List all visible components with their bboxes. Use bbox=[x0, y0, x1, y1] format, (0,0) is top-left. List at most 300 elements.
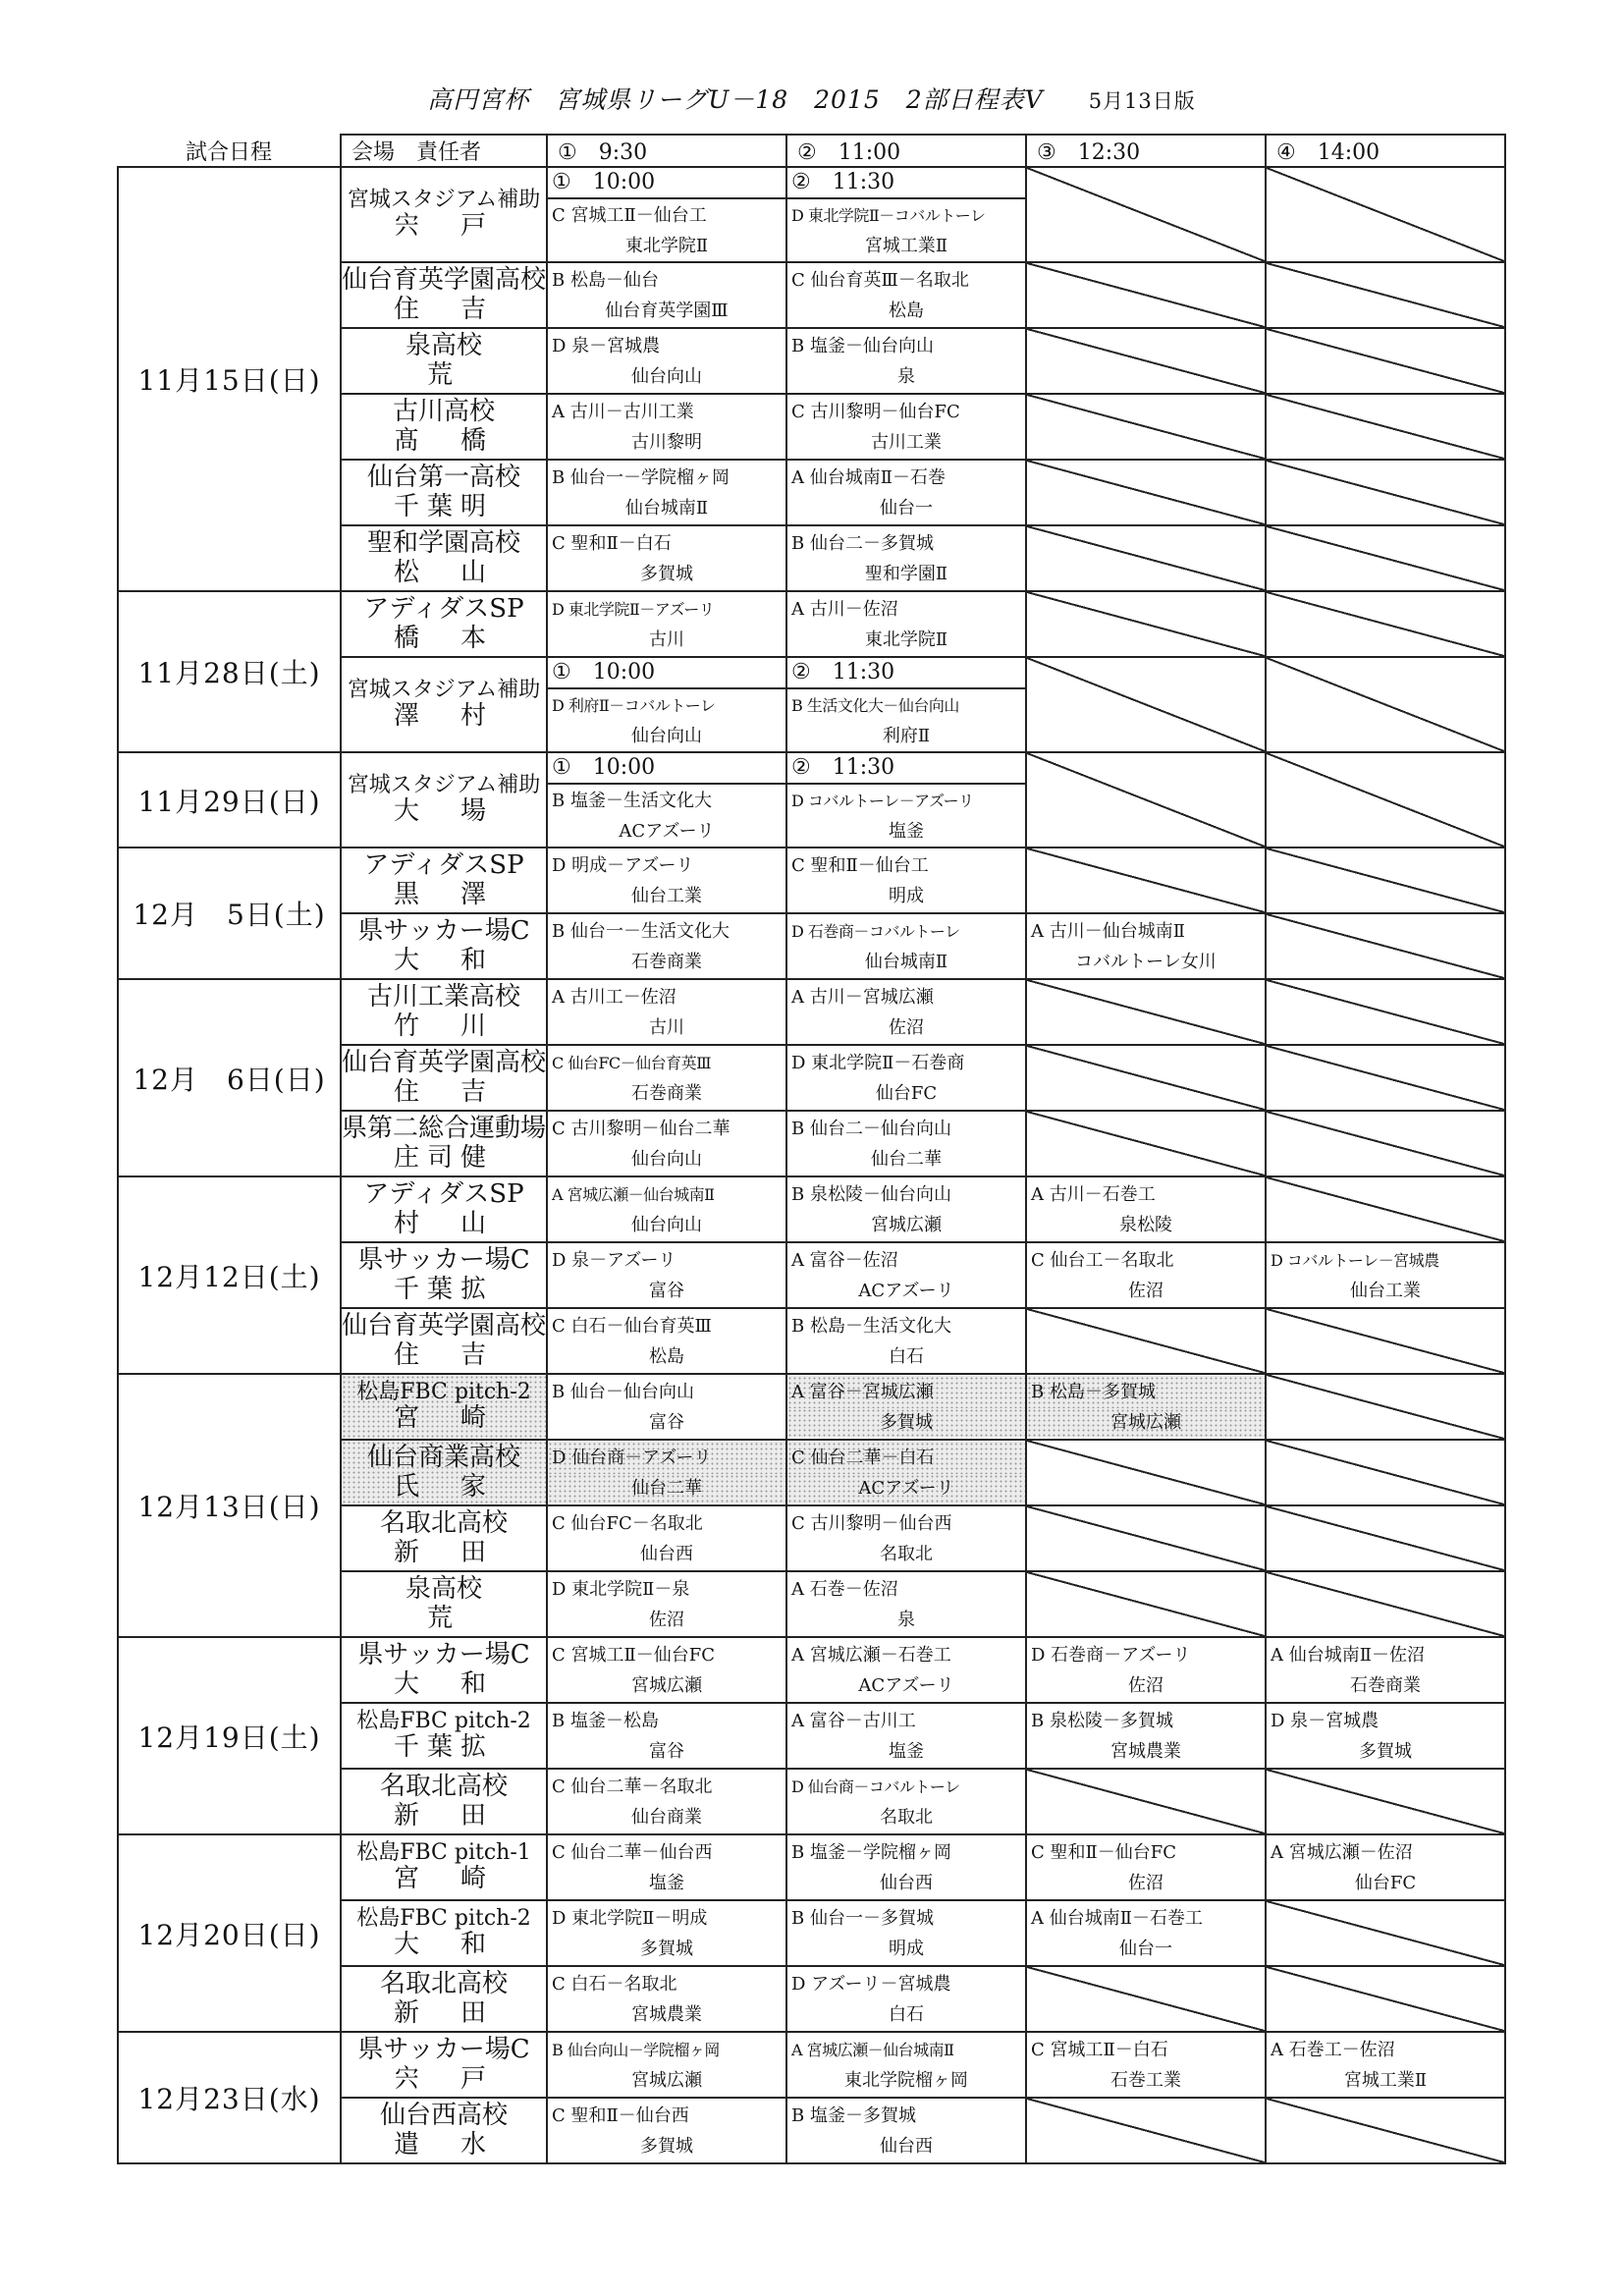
match-official: 仙台向山 bbox=[631, 366, 702, 387]
match-official: 松島 bbox=[889, 301, 924, 321]
match-official: 古川工業 bbox=[871, 432, 942, 453]
match-pairing: B 仙台二－多賀城 bbox=[791, 533, 934, 554]
empty-slot bbox=[1266, 2098, 1505, 2163]
match-pairing: B 松島－仙台 bbox=[552, 270, 659, 291]
referee-name: 大 和 bbox=[393, 945, 494, 975]
venue-name: 名取北高校 bbox=[379, 1507, 508, 1538]
match-slot bbox=[1026, 1374, 1266, 1440]
match-official: 塩釜 bbox=[889, 821, 924, 842]
match-pairing: B 泉松陵－仙台向山 bbox=[791, 1184, 951, 1205]
empty-slot bbox=[1266, 1440, 1505, 1505]
referee-name: 大 和 bbox=[393, 1930, 494, 1960]
empty-slot bbox=[1026, 1505, 1266, 1571]
match-date: 12月12日(土) bbox=[118, 1176, 341, 1374]
schedule-row bbox=[118, 847, 1505, 913]
match-pairing: D 東北学院Ⅱ－泉 bbox=[552, 1579, 690, 1600]
match-pairing: D コバルトーレ－アズーリ bbox=[791, 792, 974, 810]
match-slot bbox=[1026, 2032, 1266, 2098]
match-pairing: B 塩釜－多賀城 bbox=[791, 2105, 916, 2126]
referee-name: 橋 本 bbox=[393, 623, 494, 653]
match-pairing: D 東北学院Ⅱ－明成 bbox=[552, 1908, 708, 1929]
venue-cell bbox=[341, 1505, 547, 1571]
page-title bbox=[0, 81, 1623, 116]
referee-name: 新 田 bbox=[393, 1997, 494, 2028]
match-pairing: C 宮城工Ⅱ－仙台FC bbox=[552, 1645, 715, 1666]
empty-slot bbox=[1266, 262, 1505, 328]
match-slot bbox=[786, 1637, 1026, 1703]
match-slot bbox=[786, 167, 1026, 262]
match-pairing: B 松島－多賀城 bbox=[1027, 1376, 1265, 1408]
venue-name: 名取北高校 bbox=[379, 1968, 508, 1998]
match-official: 宮城農業 bbox=[1110, 1741, 1181, 1762]
venue-cell bbox=[341, 1374, 547, 1440]
venue-name: 宮城スタジアム補助 bbox=[347, 677, 541, 702]
match-slot bbox=[786, 1900, 1026, 1966]
referee-name: 宍 戸 bbox=[393, 211, 494, 242]
match-slot bbox=[1026, 1637, 1266, 1703]
empty-slot bbox=[1266, 328, 1505, 394]
match-slot bbox=[547, 591, 786, 657]
referee-name: 千葉拡 bbox=[393, 1732, 494, 1763]
empty-slot bbox=[1266, 913, 1505, 979]
venue-cell bbox=[341, 167, 547, 262]
venue-name: 松島FBC pitch-2 bbox=[356, 1905, 531, 1931]
referee-name: 髙 橋 bbox=[393, 425, 494, 456]
match-pairing: C 仙台工－名取北 bbox=[1031, 1250, 1174, 1271]
match-slot bbox=[1026, 1900, 1266, 1966]
match-pairing: C 仙台二華－白石 bbox=[787, 1442, 1025, 1474]
match-pairing: D 泉－アズーリ bbox=[552, 1250, 676, 1271]
empty-slot bbox=[1266, 1900, 1505, 1966]
venue-cell bbox=[341, 1571, 547, 1637]
referee-name: 大 和 bbox=[393, 1668, 494, 1699]
match-official: 泉 bbox=[897, 366, 915, 387]
referee-name: 荒 bbox=[426, 1603, 460, 1633]
match-official: ACアズーリ bbox=[619, 821, 715, 842]
match-official: 仙台西 bbox=[880, 2136, 933, 2157]
match-slot bbox=[786, 1242, 1026, 1308]
match-slot bbox=[1026, 913, 1266, 979]
venue-cell bbox=[341, 1045, 547, 1111]
empty-slot bbox=[1266, 394, 1505, 460]
match-date: 12月19日(土) bbox=[118, 1637, 341, 1834]
match-pairing: B 仙台向山－学院榴ヶ岡 bbox=[552, 2041, 720, 2059]
schedule-row bbox=[118, 1834, 1505, 1900]
match-slot bbox=[547, 1045, 786, 1111]
match-slot bbox=[547, 167, 786, 262]
match-pairing: C 古川黎明－仙台西 bbox=[791, 1513, 952, 1534]
match-official: 泉 bbox=[897, 1610, 915, 1630]
match-pairing: C 仙台FC－仙台育英Ⅲ bbox=[552, 1054, 712, 1072]
venue-cell bbox=[341, 525, 547, 591]
match-official: 宮城広瀬 bbox=[871, 1215, 942, 1235]
match-official: 仙台育英学園Ⅲ bbox=[605, 301, 729, 321]
match-date: 11月29日(日) bbox=[118, 752, 341, 847]
schedule-row bbox=[118, 1374, 1505, 1440]
empty-slot bbox=[1266, 1571, 1505, 1637]
match-slot bbox=[786, 847, 1026, 913]
venue-cell bbox=[341, 2098, 547, 2163]
kickoff-time: ① 10:00 bbox=[548, 658, 785, 689]
venue-name: 松島FBC pitch-1 bbox=[356, 1839, 531, 1865]
match-slot bbox=[547, 460, 786, 525]
schedule-row bbox=[118, 1176, 1505, 1242]
venue-cell bbox=[341, 1900, 547, 1966]
referee-name: 宍 戸 bbox=[393, 2063, 494, 2094]
referee-name: 住 吉 bbox=[393, 1076, 494, 1107]
match-official: 仙台西 bbox=[880, 1873, 933, 1893]
referee-name: 庄司健 bbox=[393, 1142, 494, 1173]
venue-name: アディダスSP bbox=[363, 1178, 524, 1209]
empty-slot bbox=[1026, 2098, 1266, 2163]
empty-slot bbox=[1266, 1505, 1505, 1571]
empty-slot bbox=[1026, 657, 1266, 752]
match-slot bbox=[547, 657, 786, 752]
match-slot bbox=[786, 1176, 1026, 1242]
header-kickoff-1: ① 9:30 bbox=[547, 135, 786, 167]
empty-slot bbox=[1266, 1176, 1505, 1242]
empty-slot bbox=[1266, 1045, 1505, 1111]
match-slot bbox=[786, 913, 1026, 979]
referee-name: 新 田 bbox=[393, 1800, 494, 1831]
kickoff-time: ① 10:00 bbox=[548, 753, 785, 785]
referee-name: 村 山 bbox=[393, 1208, 494, 1238]
match-official: 塩釜 bbox=[889, 1741, 924, 1762]
match-official: 宮城広瀬 bbox=[1027, 1408, 1265, 1438]
empty-slot bbox=[1026, 460, 1266, 525]
match-pairing: A 古川－古川工業 bbox=[552, 402, 694, 422]
match-slot bbox=[547, 1900, 786, 1966]
match-pairing: C 古川黎明－仙台FC bbox=[791, 402, 960, 422]
match-pairing: D 仙台商－コバルトーレ bbox=[791, 1777, 960, 1796]
match-pairing: C 宮城工Ⅱ－仙台工 bbox=[552, 205, 707, 226]
match-pairing: C 聖和Ⅱ－仙台工 bbox=[791, 855, 929, 876]
match-slot bbox=[786, 591, 1026, 657]
match-pairing: A 宮城広瀬－佐沼 bbox=[1271, 1842, 1413, 1863]
header-kickoff-2: ② 11:00 bbox=[786, 135, 1026, 167]
match-pairing: A 古川－佐沼 bbox=[791, 599, 898, 620]
match-official: 仙台一 bbox=[880, 498, 933, 519]
venue-name: 古川高校 bbox=[392, 396, 495, 426]
match-pairing: C 仙台FC－名取北 bbox=[552, 1513, 703, 1534]
kickoff-time: ② 11:30 bbox=[787, 658, 1025, 689]
match-official: 仙台向山 bbox=[631, 1215, 702, 1235]
match-pairing: D 泉－宮城農 bbox=[552, 336, 661, 356]
match-official: 名取北 bbox=[880, 1807, 933, 1828]
match-pairing: B 仙台一－多賀城 bbox=[791, 1908, 934, 1929]
match-official: 富谷 bbox=[649, 1281, 684, 1301]
schedule-row bbox=[118, 167, 1505, 262]
match-official: 仙台二華 bbox=[871, 1149, 942, 1170]
match-slot bbox=[547, 1769, 786, 1834]
match-slot bbox=[547, 328, 786, 394]
match-official: 富谷 bbox=[649, 1412, 684, 1433]
match-slot bbox=[547, 1176, 786, 1242]
empty-slot bbox=[1026, 1966, 1266, 2032]
empty-slot bbox=[1266, 525, 1505, 591]
match-official: 仙台FC bbox=[1354, 1873, 1417, 1893]
venue-cell bbox=[341, 913, 547, 979]
header-date: 試合日程 bbox=[185, 139, 272, 165]
match-official: 佐沼 bbox=[1128, 1675, 1163, 1696]
match-slot bbox=[547, 1242, 786, 1308]
match-official: 宮城広瀬 bbox=[631, 2070, 702, 2091]
venue-name: 宮城スタジアム補助 bbox=[347, 187, 541, 212]
match-official: 仙台商業 bbox=[631, 1807, 702, 1828]
venue-name: 松島FBC pitch-2 bbox=[356, 1379, 531, 1404]
match-slot bbox=[547, 1111, 786, 1176]
match-official: 石巻工業 bbox=[1110, 2070, 1181, 2091]
empty-slot bbox=[1026, 328, 1266, 394]
empty-slot bbox=[1026, 847, 1266, 913]
match-official: 古川黎明 bbox=[631, 432, 702, 453]
match-date: 11月15日(日) bbox=[118, 167, 341, 591]
empty-slot bbox=[1266, 847, 1505, 913]
venue-name: 県第二総合運動場 bbox=[342, 1113, 547, 1143]
empty-slot bbox=[1266, 752, 1505, 847]
match-official: 多賀城 bbox=[640, 2136, 693, 2157]
empty-slot bbox=[1266, 460, 1505, 525]
venue-cell bbox=[341, 2032, 547, 2098]
venue-name: 宮城スタジアム補助 bbox=[347, 772, 541, 797]
empty-slot bbox=[1026, 394, 1266, 460]
match-official: 仙台工業 bbox=[1350, 1281, 1421, 1301]
match-pairing: A 仙台城南Ⅱ－石巻 bbox=[791, 467, 946, 488]
match-pairing: A 古川－仙台城南Ⅱ bbox=[1031, 921, 1185, 942]
match-slot bbox=[786, 1045, 1026, 1111]
match-official: 宮城農業 bbox=[631, 2004, 702, 2025]
match-slot bbox=[1266, 1242, 1505, 1308]
header-venue: 会場 責任者 bbox=[341, 135, 547, 167]
match-official: 塩釜 bbox=[649, 1873, 684, 1893]
referee-name: 千葉明 bbox=[393, 491, 494, 521]
match-pairing: C 白石－名取北 bbox=[552, 1974, 677, 1995]
empty-slot bbox=[1266, 167, 1505, 262]
match-slot bbox=[786, 1769, 1026, 1834]
match-official: 白石 bbox=[889, 1346, 924, 1367]
match-date: 12月13日(日) bbox=[118, 1374, 341, 1637]
venue-cell bbox=[341, 1769, 547, 1834]
venue-name: 県サッカー場C bbox=[357, 1639, 530, 1669]
match-slot bbox=[547, 1834, 786, 1900]
venue-name: アディダスSP bbox=[363, 849, 524, 880]
venue-cell bbox=[341, 1176, 547, 1242]
empty-slot bbox=[1026, 167, 1266, 262]
match-official: 多賀城 bbox=[640, 564, 693, 584]
venue-cell bbox=[341, 847, 547, 913]
schedule-row bbox=[118, 752, 1505, 847]
empty-slot bbox=[1026, 1571, 1266, 1637]
match-official: 佐沼 bbox=[1128, 1873, 1163, 1893]
match-official: 仙台FC bbox=[875, 1083, 938, 1104]
match-slot bbox=[786, 752, 1026, 847]
venue-name: 県サッカー場C bbox=[357, 915, 530, 946]
referee-name: 黒 澤 bbox=[393, 879, 494, 909]
match-slot bbox=[786, 1440, 1026, 1505]
venue-name: 仙台西高校 bbox=[379, 2100, 508, 2130]
match-slot bbox=[547, 2098, 786, 2163]
match-official: 東北学院Ⅱ bbox=[864, 629, 948, 650]
empty-slot bbox=[1026, 1769, 1266, 1834]
match-slot bbox=[547, 1966, 786, 2032]
match-date: 11月28日(土) bbox=[118, 591, 341, 752]
referee-name: 新 田 bbox=[393, 1537, 494, 1567]
venue-cell bbox=[341, 328, 547, 394]
match-slot bbox=[786, 1308, 1026, 1374]
match-slot bbox=[547, 394, 786, 460]
match-official: 名取北 bbox=[880, 1544, 933, 1564]
empty-slot bbox=[1026, 1440, 1266, 1505]
empty-slot bbox=[1026, 1045, 1266, 1111]
match-official: 宮城工業Ⅱ bbox=[864, 236, 948, 256]
match-slot bbox=[547, 1571, 786, 1637]
venue-name: 仙台育英学園高校 bbox=[342, 264, 547, 295]
match-pairing: A 宮城広瀬－仙台城南Ⅱ bbox=[552, 1185, 715, 1204]
match-pairing: A 宮城広瀬－石巻工 bbox=[791, 1645, 951, 1666]
empty-slot bbox=[1026, 525, 1266, 591]
match-pairing: A 仙台城南Ⅱ－石巻工 bbox=[1031, 1908, 1203, 1929]
venue-name: 聖和学園高校 bbox=[366, 527, 520, 558]
referee-name: 荒 bbox=[426, 359, 460, 390]
empty-slot bbox=[1266, 979, 1505, 1045]
match-slot bbox=[786, 1834, 1026, 1900]
match-official: 多賀城 bbox=[1359, 1741, 1412, 1762]
version-label: 5月13日版 bbox=[1088, 89, 1196, 113]
match-official: ACアズーリ bbox=[858, 1675, 954, 1696]
match-official: 多賀城 bbox=[787, 1408, 1025, 1438]
match-official: 多賀城 bbox=[640, 1939, 693, 1959]
match-official: コバルトーレ女川 bbox=[1075, 952, 1217, 972]
match-official: 石巻商業 bbox=[631, 952, 702, 972]
match-pairing: C 仙台育英Ⅲ－名取北 bbox=[791, 270, 969, 291]
match-slot bbox=[786, 1571, 1026, 1637]
match-official: 石巻商業 bbox=[1350, 1675, 1421, 1696]
match-slot bbox=[547, 525, 786, 591]
match-official: 仙台向山 bbox=[631, 1149, 702, 1170]
match-slot bbox=[547, 979, 786, 1045]
match-official: 富谷 bbox=[649, 1741, 684, 1762]
match-official: 宮城広瀬 bbox=[631, 1675, 702, 1696]
venue-cell bbox=[341, 262, 547, 328]
match-pairing: C 仙台二華－名取北 bbox=[552, 1777, 713, 1797]
title-text: 高円宮杯 宮城県リーグU－18 2015 2部日程表Ⅴ bbox=[427, 85, 1044, 114]
venue-cell bbox=[341, 1242, 547, 1308]
match-slot bbox=[786, 394, 1026, 460]
match-official: 仙台西 bbox=[640, 1544, 693, 1564]
match-official: 利府Ⅱ bbox=[882, 726, 931, 746]
empty-slot bbox=[1266, 1769, 1505, 1834]
schedule-row bbox=[118, 1637, 1505, 1703]
match-slot bbox=[1026, 1703, 1266, 1769]
match-pairing: D 利府Ⅱ－コバルトーレ bbox=[552, 696, 716, 715]
venue-name: 仙台育英学園高校 bbox=[342, 1310, 547, 1340]
match-official: 松島 bbox=[649, 1346, 684, 1367]
schedule-table bbox=[117, 134, 1506, 2164]
referee-name: 宮 崎 bbox=[393, 1864, 494, 1894]
referee-name: 住 吉 bbox=[393, 1339, 494, 1370]
match-pairing: C 宮城工Ⅱ－白石 bbox=[1031, 2040, 1168, 2060]
kickoff-time: ② 11:30 bbox=[787, 753, 1025, 785]
empty-slot bbox=[1266, 1966, 1505, 2032]
match-pairing: B 塩釜－仙台向山 bbox=[791, 336, 934, 356]
match-pairing: A 石巻工－佐沼 bbox=[1271, 2040, 1395, 2060]
match-pairing: A 古川工－佐沼 bbox=[552, 987, 676, 1008]
match-pairing: D 明成－アズーリ bbox=[552, 855, 694, 876]
match-slot bbox=[1266, 2032, 1505, 2098]
match-pairing: B 松島－生活文化大 bbox=[791, 1316, 951, 1337]
venue-cell bbox=[341, 979, 547, 1045]
match-slot bbox=[786, 2032, 1026, 2098]
venue-name: 仙台第一高校 bbox=[366, 462, 520, 492]
referee-name: 遣 水 bbox=[393, 2129, 494, 2159]
match-pairing: A 富谷－古川工 bbox=[791, 1711, 916, 1731]
match-pairing: C 古川黎明－仙台二華 bbox=[552, 1119, 730, 1139]
empty-slot bbox=[1026, 979, 1266, 1045]
empty-slot bbox=[1026, 591, 1266, 657]
empty-slot bbox=[1026, 262, 1266, 328]
venue-name: 泉高校 bbox=[405, 330, 482, 360]
empty-slot bbox=[1266, 591, 1505, 657]
match-official: 明成 bbox=[889, 886, 924, 906]
match-slot bbox=[786, 979, 1026, 1045]
match-slot bbox=[547, 1505, 786, 1571]
venue-cell bbox=[341, 394, 547, 460]
venue-cell bbox=[341, 591, 547, 657]
kickoff-time: ② 11:30 bbox=[787, 168, 1025, 199]
match-official: 東北学院Ⅱ bbox=[624, 236, 709, 256]
match-official: 仙台城南Ⅱ bbox=[864, 952, 948, 972]
match-slot bbox=[547, 1374, 786, 1440]
match-pairing: B 仙台－仙台向山 bbox=[552, 1382, 694, 1402]
match-slot bbox=[1026, 1834, 1266, 1900]
match-pairing: C 仙台二華－仙台西 bbox=[552, 1842, 713, 1863]
match-slot bbox=[547, 1308, 786, 1374]
match-pairing: B 塩釜－学院榴ヶ岡 bbox=[791, 1842, 951, 1863]
match-official: 仙台一 bbox=[1119, 1939, 1172, 1959]
match-slot bbox=[786, 262, 1026, 328]
match-date: 12月 5日(土) bbox=[118, 847, 341, 979]
venue-cell bbox=[341, 1308, 547, 1374]
match-pairing: B 塩釜－松島 bbox=[552, 1711, 659, 1731]
venue-name: 泉高校 bbox=[405, 1573, 482, 1604]
match-official: 白石 bbox=[889, 2004, 924, 2025]
match-slot bbox=[547, 913, 786, 979]
venue-cell bbox=[341, 752, 547, 847]
referee-name: 宮 崎 bbox=[393, 1403, 494, 1434]
match-pairing: A 石巻－佐沼 bbox=[791, 1579, 898, 1600]
match-pairing: B 仙台二－仙台向山 bbox=[791, 1119, 951, 1139]
venue-name: 松島FBC pitch-2 bbox=[356, 1708, 531, 1733]
match-official: 泉松陵 bbox=[1119, 1215, 1172, 1235]
match-slot bbox=[1026, 1176, 1266, 1242]
match-pairing: D 石巻商－コバルトーレ bbox=[791, 922, 960, 941]
venue-cell bbox=[341, 1111, 547, 1176]
match-pairing: B 仙台一－生活文化大 bbox=[552, 921, 730, 942]
venue-name: 仙台商業高校 bbox=[366, 1442, 520, 1472]
match-slot bbox=[547, 2032, 786, 2098]
match-official: 古川 bbox=[649, 1017, 684, 1038]
match-pairing: A 富谷－佐沼 bbox=[791, 1250, 898, 1271]
venue-cell bbox=[341, 1703, 547, 1769]
match-pairing: D 仙台商－アズーリ bbox=[548, 1442, 785, 1474]
match-pairing: D 東北学院Ⅱ－コバルトーレ bbox=[791, 206, 986, 225]
match-date: 12月20日(日) bbox=[118, 1834, 341, 2032]
match-slot bbox=[786, 1111, 1026, 1176]
venue-name: 県サッカー場C bbox=[357, 2034, 530, 2064]
empty-slot bbox=[1026, 1308, 1266, 1374]
venue-name: 古川工業高校 bbox=[366, 981, 520, 1011]
match-slot bbox=[786, 1505, 1026, 1571]
